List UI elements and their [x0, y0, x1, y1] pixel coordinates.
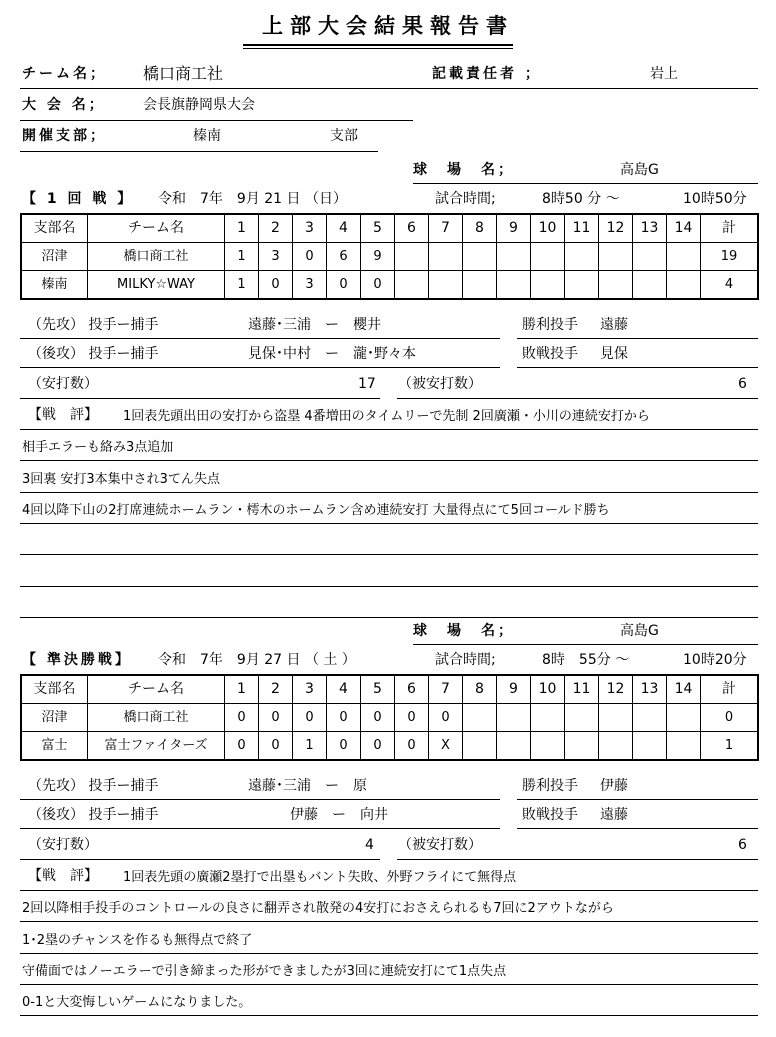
host-suffix: 支部 [330, 128, 358, 144]
inning-cell [531, 704, 565, 732]
inning-cell: 2 [259, 675, 293, 704]
scoreboard-row [21, 704, 758, 732]
inning-cell [667, 271, 701, 300]
tournament-label: 大 会 名； [22, 97, 106, 113]
inning-cell: 8 [463, 214, 497, 243]
title-underline [243, 48, 513, 49]
host-label: 開催支部； [22, 128, 107, 144]
hits-allowed-value: 6 [738, 376, 747, 392]
inning-cell: 3 [293, 214, 327, 243]
hits-value: 17 [358, 376, 376, 392]
total-cell: 19 [701, 243, 759, 271]
second-battery: 伊藤 ー 向井 [290, 807, 388, 823]
review-line: 1回表先頭の廣瀬2塁打で出塁もバント失敗、外野フライにて無得点 [123, 870, 517, 885]
time-end: 10時50分 [683, 191, 747, 207]
inning-cell [395, 243, 429, 271]
page-title: 上部大会結果報告書 [262, 14, 514, 38]
divider [413, 183, 758, 184]
divider [20, 88, 758, 89]
inning-cell: 7 [429, 214, 463, 243]
divider [20, 921, 758, 922]
inning-cell [497, 271, 531, 300]
first-battery: 遠藤･三浦 ー 原 [248, 778, 367, 794]
hits-label: （安打数） [28, 376, 98, 392]
branch-cell: 富士 [21, 732, 88, 761]
divider [20, 586, 758, 587]
venue-value: 高島G [620, 623, 659, 639]
total-cell: 計 [701, 675, 759, 704]
divider [20, 523, 758, 524]
game-date: 令和 7年 9月 21 日 （日） [158, 191, 347, 207]
inning-cell: 1 [225, 675, 259, 704]
inning-cell [633, 271, 667, 300]
inning-cell: 14 [667, 214, 701, 243]
inning-cell: 0 [361, 704, 395, 732]
divider [517, 367, 758, 368]
inning-cell [429, 271, 463, 300]
divider [20, 953, 758, 954]
win-label: 勝利投手 [522, 778, 578, 794]
divider [517, 828, 758, 829]
inning-cell: 6 [395, 675, 429, 704]
loss-label: 敗戦投手 [522, 346, 578, 362]
inning-cell: 13 [633, 675, 667, 704]
loss-pitcher: 見保 [600, 346, 628, 362]
inning-cell: 0 [327, 732, 361, 761]
scoreboard-header [21, 675, 758, 704]
inning-cell: 3 [293, 675, 327, 704]
divider [397, 398, 758, 399]
divider [413, 644, 758, 645]
branch-cell: 榛南 [21, 271, 88, 300]
divider [20, 338, 500, 339]
inning-cell [633, 732, 667, 761]
inning-cell: 6 [395, 214, 429, 243]
total-cell: 計 [701, 214, 759, 243]
venue-label: 球 場 名； [413, 162, 515, 178]
inning-cell: 0 [395, 732, 429, 761]
round-label: 【 1 回 戦 】 [22, 191, 135, 207]
team-cell: 橋口商工社 [88, 243, 225, 271]
second-battery-label: （後攻） 投手ー捕手 [28, 346, 159, 362]
inning-cell [565, 732, 599, 761]
hits-allowed-label: （被安打数） [398, 376, 482, 392]
scoreboard-row [21, 243, 758, 271]
time-start: 8時 55分 ～ [542, 652, 630, 668]
inning-cell [667, 732, 701, 761]
total-cell: 1 [701, 732, 759, 761]
inning-cell [599, 243, 633, 271]
team-value: 橋口商工社 [143, 64, 224, 83]
inning-cell: 5 [361, 214, 395, 243]
scoreboard-row [21, 732, 758, 761]
win-label: 勝利投手 [522, 317, 578, 333]
inning-cell [599, 704, 633, 732]
review-label: 【戦 評】 [28, 407, 98, 423]
divider [20, 429, 758, 430]
inning-cell: 14 [667, 675, 701, 704]
inning-cell [463, 271, 497, 300]
review-line: 1･2塁のチャンスを作るも無得点で終了 [22, 932, 253, 948]
inning-cell: 0 [259, 704, 293, 732]
inning-cell: 0 [395, 704, 429, 732]
recorder-value: 岩上 [650, 66, 678, 82]
inning-cell: 6 [327, 243, 361, 271]
divider [517, 338, 758, 339]
hits-value: 4 [365, 837, 374, 853]
inning-cell [463, 704, 497, 732]
inning-cell [633, 243, 667, 271]
review-line: 1回表先頭出田の安打から盗塁 4番増田のタイムリーで先制 2回廣瀬・小川の連続安打から [123, 409, 650, 424]
divider [20, 799, 500, 800]
inning-cell: 11 [565, 214, 599, 243]
total-cell: 4 [701, 271, 759, 300]
inning-cell: 0 [361, 271, 395, 300]
game-date: 令和 7年 9月 27 日 （ 土 ） [158, 652, 356, 668]
time-end: 10時20分 [683, 652, 747, 668]
inning-cell: 7 [429, 675, 463, 704]
scoreboard-header [21, 214, 758, 243]
review-line: 0-1と大変悔しいゲームになりました。 [22, 995, 252, 1011]
inning-cell [531, 243, 565, 271]
branch-cell: 支部名 [21, 214, 88, 243]
first-battery-label: （先攻） 投手ー捕手 [28, 778, 159, 794]
inning-cell [599, 271, 633, 300]
divider [20, 1015, 758, 1016]
divider [20, 859, 380, 860]
recorder-label: 記載責任者 ； [432, 66, 542, 82]
hits-label: （安打数） [28, 837, 98, 853]
team-label: チーム名； [22, 66, 107, 82]
scoreboard-table [20, 674, 759, 761]
divider [517, 799, 758, 800]
branch-cell: 支部名 [21, 675, 88, 704]
team-cell: MILKY☆WAY [88, 271, 225, 300]
second-battery: 見保･中村 ー 瀧･野々本 [248, 346, 416, 362]
inning-cell: 0 [361, 732, 395, 761]
inning-cell [429, 243, 463, 271]
round-label: 【 準決勝戦】 [22, 652, 132, 668]
game-block [0, 609, 776, 1029]
inning-cell [599, 732, 633, 761]
divider [397, 859, 758, 860]
inning-cell: 0 [429, 704, 463, 732]
inning-cell: 0 [259, 732, 293, 761]
divider [20, 492, 758, 493]
branch-cell: 沼津 [21, 704, 88, 732]
inning-cell: 11 [565, 675, 599, 704]
loss-label: 敗戦投手 [522, 807, 578, 823]
inning-cell [565, 243, 599, 271]
inning-cell: 5 [361, 675, 395, 704]
inning-cell: 0 [225, 704, 259, 732]
inning-cell [497, 732, 531, 761]
win-pitcher: 伊藤 [600, 778, 628, 794]
team-cell: 富士ファイターズ [88, 732, 225, 761]
review-line: 2回以降相手投手のコントロールの良さに翻弄され散発の4安打におさえられるも7回に2アウトながら [22, 901, 614, 917]
inning-cell: 0 [293, 704, 327, 732]
team-cell: チーム名 [88, 214, 225, 243]
review-label: 【戦 評】 [28, 868, 98, 884]
inning-cell: 0 [293, 243, 327, 271]
inning-cell [497, 243, 531, 271]
win-pitcher: 遠藤 [600, 317, 628, 333]
host-value: 榛南 [193, 128, 221, 144]
divider [20, 828, 500, 829]
title-underline [243, 44, 513, 46]
venue-label: 球 場 名； [413, 623, 515, 639]
divider [20, 460, 758, 461]
inning-cell: 9 [361, 243, 395, 271]
review-line: 3回裏 安打3本集中され3てん失点 [22, 471, 220, 487]
loss-pitcher: 遠藤 [600, 807, 628, 823]
divider [20, 120, 413, 121]
time-label: 試合時間; [435, 191, 496, 207]
inning-cell [531, 271, 565, 300]
inning-cell [633, 704, 667, 732]
inning-cell: 8 [463, 675, 497, 704]
review-line: 守備面ではノーエラーで引き締まった形ができましたが3回に連続安打にて1点失点 [22, 963, 507, 979]
scoreboard-row [21, 271, 758, 300]
divider [20, 890, 758, 891]
inning-cell: 0 [259, 271, 293, 300]
inning-cell: 3 [293, 271, 327, 300]
inning-cell: 9 [497, 675, 531, 704]
inning-cell: 10 [531, 214, 565, 243]
tournament-value: 会長旗静岡県大会 [143, 97, 255, 113]
team-cell: 橋口商工社 [88, 704, 225, 732]
inning-cell [565, 271, 599, 300]
inning-cell: 9 [497, 214, 531, 243]
inning-cell: 1 [225, 243, 259, 271]
inning-cell [667, 704, 701, 732]
hits-allowed-label: （被安打数） [398, 837, 482, 853]
inning-cell: 1 [225, 214, 259, 243]
inning-cell [565, 704, 599, 732]
time-start: 8時50 分 ～ [542, 191, 620, 207]
review-line: 相手エラーも絡み3点追加 [22, 440, 174, 456]
scoreboard-table [20, 213, 759, 300]
game-block [0, 148, 776, 568]
inning-cell [463, 243, 497, 271]
inning-cell: 0 [327, 271, 361, 300]
inning-cell: 1 [225, 271, 259, 300]
venue-value: 高島G [620, 162, 659, 178]
inning-cell: 1 [293, 732, 327, 761]
inning-cell [463, 732, 497, 761]
first-battery-label: （先攻） 投手ー捕手 [28, 317, 159, 333]
inning-cell: 10 [531, 675, 565, 704]
divider [20, 554, 758, 555]
time-label: 試合時間; [435, 652, 496, 668]
inning-cell: X [429, 732, 463, 761]
inning-cell: 3 [259, 243, 293, 271]
inning-cell: 4 [327, 675, 361, 704]
inning-cell: 0 [327, 704, 361, 732]
divider [20, 367, 500, 368]
total-cell: 0 [701, 704, 759, 732]
inning-cell: 0 [225, 732, 259, 761]
divider [20, 398, 380, 399]
hits-allowed-value: 6 [738, 837, 747, 853]
second-battery-label: （後攻） 投手ー捕手 [28, 807, 159, 823]
branch-cell: 沼津 [21, 243, 88, 271]
inning-cell [497, 704, 531, 732]
review-line: 4回以降下山の2打席連続ホームラン・樗木のホームラン含め連続安打 大量得点にて5回コールド勝ち [22, 502, 610, 518]
inning-cell: 13 [633, 214, 667, 243]
inning-cell [667, 243, 701, 271]
divider [20, 984, 758, 985]
inning-cell [531, 732, 565, 761]
team-cell: チーム名 [88, 675, 225, 704]
inning-cell [395, 271, 429, 300]
inning-cell: 12 [599, 214, 633, 243]
first-battery: 遠藤･三浦 ー 櫻井 [248, 317, 381, 333]
inning-cell: 2 [259, 214, 293, 243]
inning-cell: 4 [327, 214, 361, 243]
inning-cell: 12 [599, 675, 633, 704]
